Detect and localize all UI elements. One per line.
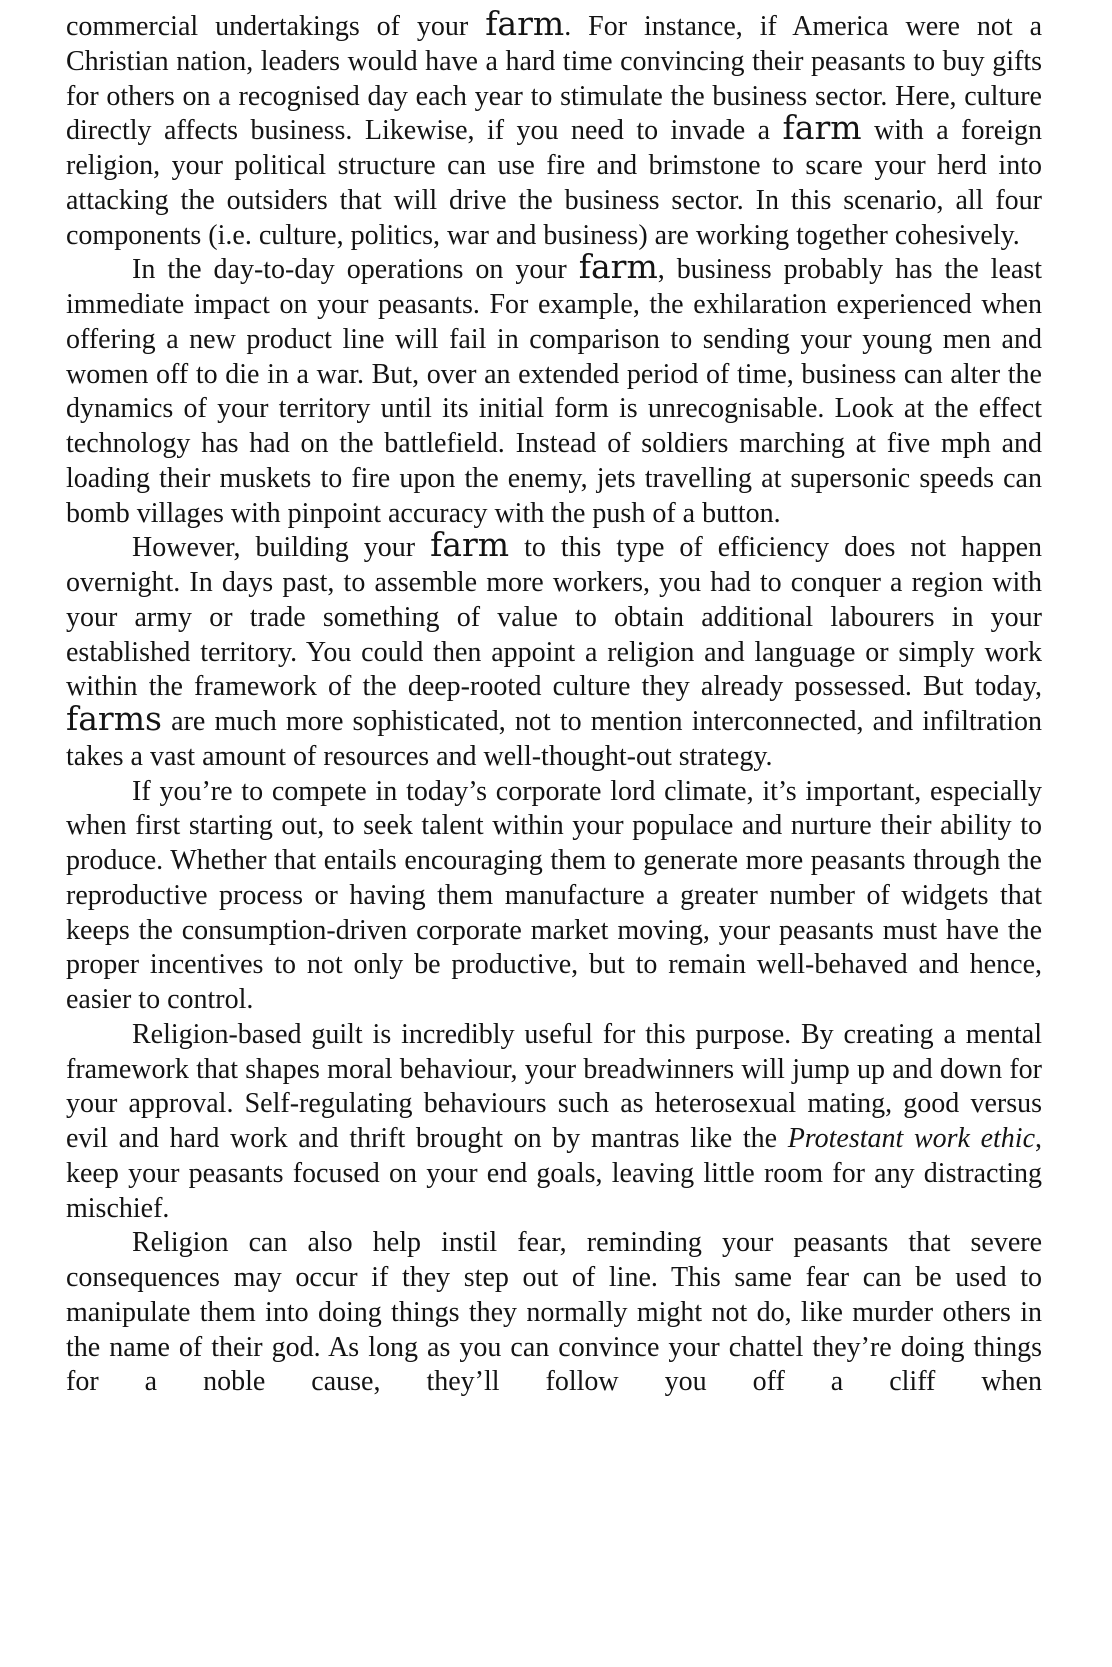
- text-run: Religion-based guilt is incredibly useful for this purpose. By creating a mental framework that shapes moral behaviour, your breadwinners will jump up and down for your approval. Self-regulating behaviours such as heterosexual mating, good versus evil and hard work and thrift brought on by mantras like the: [66, 1018, 1042, 1154]
- text-run: , business probably has the least immediate impact on your peasants. For example, the exhilaration experienced when offering a new product line will fail in comparison to sending your young men and women off to die in a war. But, over an extended period of time, business can alter the dynamics of your territory until its initial form is unrecognisable. Look at the effect technology has had on the battlefield. Instead of soldiers marching at five mph and loading their muskets to fire upon the enemy, jets travelling at supersonic speeds can bomb villages with pinpoint accuracy with the push of a button.: [66, 254, 1042, 529]
- text-run: However, building your: [132, 532, 431, 564]
- text-run: with a foreign religion, your political structure can use fire and brimstone to scare your herd into attacking the outsiders that will drive the business sector. In this scenario, all four components (i.e. culture, politics, war and business) are working together cohesively.: [66, 115, 1042, 251]
- paragraph: [66, 775, 1042, 1018]
- text-run: Religion can also help instil fear, reminding your peasants that severe consequences may occur if they step out of line. This same fear can be used to manipulate them into doing things they normally might not do, like murder others in the name of their god. As long as you can convince your chattel they’re doing things for a noble cause, they’ll follow you off a cliff when: [66, 1227, 1042, 1398]
- text-run: If you’re to compete in today’s corporate lord climate, it’s important, especially when first starting out, to seek talent within your populace and nurture their ability to produce. Whether that entails encouraging them to generate more peasants through the reproductive process or having them manufacture a greater number of widgets that keeps the consumption-driven corporate market moving, your peasants must have the proper incentives to not only be productive, but to remain well-behaved and hence, easier to control.: [66, 775, 1042, 1015]
- text-run: to this type of efficiency does not happen overnight. In days past, to assemble more workers, you had to conquer a region with your army or trade something of value to obtain additional labourers in your established territory. You could then appoint a religion and language or simply work within the framework of the deep-rooted culture they already possessed. But today,: [66, 532, 1042, 703]
- farm-term: farm: [485, 4, 565, 43]
- italic-term: Protestant work ethic: [787, 1123, 1035, 1154]
- paragraph: [66, 525, 1042, 774]
- farm-term: farms: [66, 699, 162, 738]
- farm-term: farm: [782, 108, 862, 148]
- text-run: In the day-to-day operations on your: [132, 254, 579, 286]
- paragraph: [66, 1226, 1042, 1400]
- text-run: commercial undertakings of your: [66, 11, 486, 42]
- paragraph: [66, 1018, 1042, 1227]
- paragraph: [66, 247, 1042, 531]
- farm-term: farm: [578, 247, 658, 287]
- body-text: [66, 4, 1043, 1400]
- paragraph: [66, 4, 1043, 253]
- text-run: . For instance, if America were not a Christian nation, leaders would have a hard time convincing their peasants to buy gifts for others on a recognised day each year to stimulate the business sector. Here, culture directly affects business. Likewise, if you need to invade a: [66, 11, 1043, 147]
- text-run: are much more sophisticated, not to mention interconnected, and infiltration takes a vast amount of resources and well-thought-out strategy.: [66, 706, 1042, 772]
- farm-term: farm: [430, 525, 510, 565]
- text-run: , keep your peasants focused on your end goals, leaving little room for any distracting mischief.: [66, 1123, 1042, 1224]
